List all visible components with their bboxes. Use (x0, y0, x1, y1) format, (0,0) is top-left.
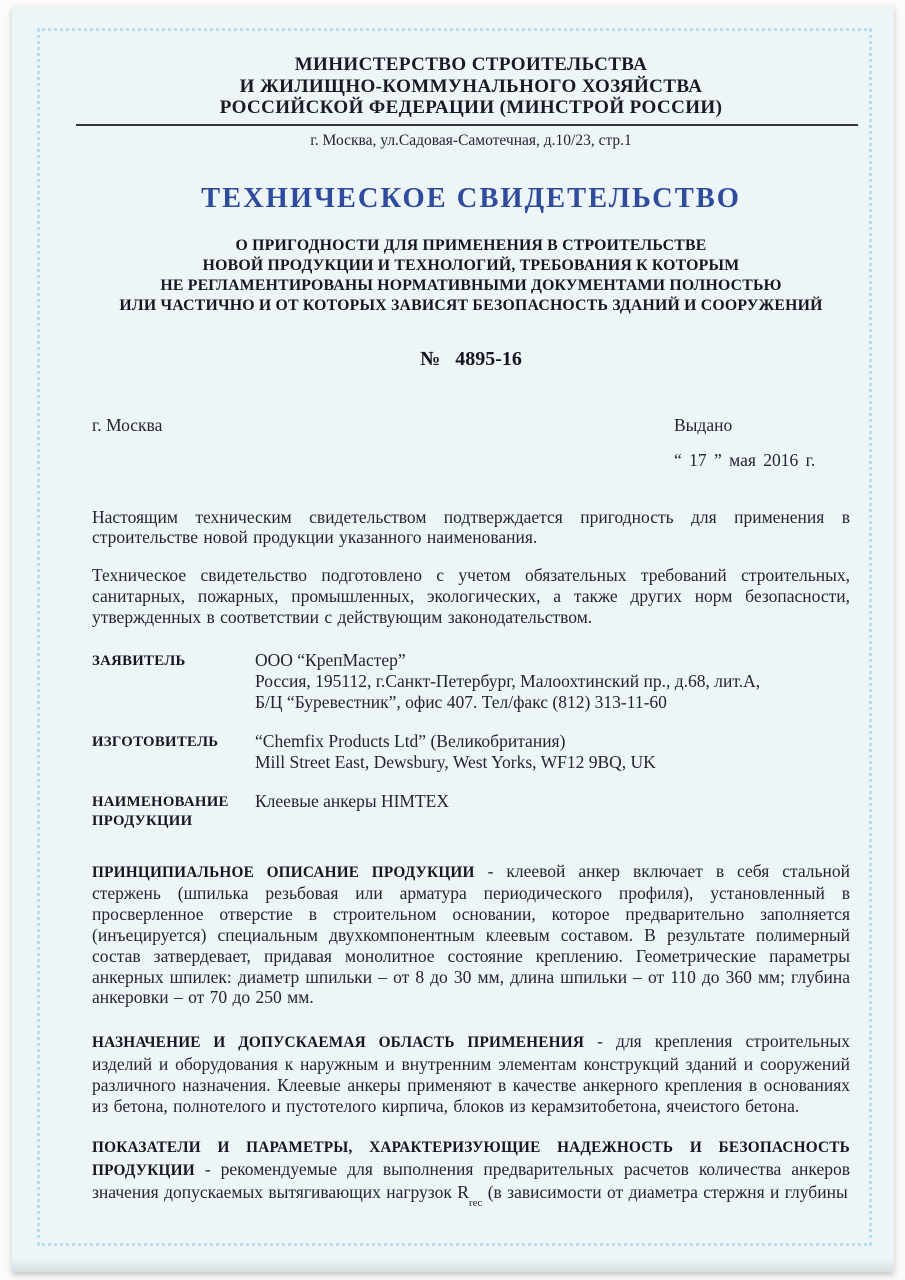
party-line: Клеевые анкеры HIMTEX (255, 790, 449, 811)
party-label: ИЗГОТОВИТЕЛЬ (92, 733, 219, 750)
section-heading: ПОКАЗАТЕЛИ И ПАРАМЕТРЫ, ХАРАКТЕРИЗУЮЩИЕ НАДЕЖНОСТЬ И БЕЗОПАСНОСТЬ ПРОДУКЦИИ (92, 1139, 850, 1180)
page-content (92, 54, 851, 1209)
section-description (92, 861, 850, 1009)
party-line: Mill Street East, Dewsbury, West Yorks, WF12 9BQ, UK (255, 751, 656, 772)
party-row-product-name (92, 791, 850, 831)
section-heading: НАЗНАЧЕНИЕ И ДОПУСКАЕМАЯ ОБЛАСТЬ ПРИМЕНЕНИЯ (92, 1034, 585, 1052)
party-value (255, 791, 850, 831)
party-line: ООО “КрепМастер” (255, 649, 406, 670)
section-application (92, 1031, 850, 1116)
section-separator: - (194, 1159, 221, 1180)
issue-city: г. Москва (92, 414, 163, 435)
subtitle-line: О ПРИГОДНОСТИ ДЛЯ ПРИМЕНЕНИЯ В СТРОИТЕЛЬСТВЕ (235, 236, 707, 254)
subtitle-line: ИЛИ ЧАСТИЧНО И ОТ КОТОРЫХ ЗАВИСЯТ БЕЗОПАСНОСТЬ ЗДАНИЙ И СООРУЖЕНИЙ (119, 297, 823, 315)
section-separator: - (474, 860, 507, 881)
section-heading: ПРИНЦИПИАЛЬНОЕ ОПИСАНИЕ ПРОДУКЦИИ (92, 863, 475, 881)
subtitle-line: НОВОЙ ПРОДУКЦИИ И ТЕХНОЛОГИЙ, ТРЕБОВАНИЯ К КОТОРЫМ (202, 256, 740, 274)
parties-list (92, 650, 850, 831)
party-label: ЗАЯВИТЕЛЬ (92, 652, 186, 669)
certificate-number: № 4895-16 (420, 347, 522, 370)
party-row-applicant (92, 650, 850, 713)
section-body: клеевой анкер включает в себя стальной стержень (шпилька резьбовая или арматура периодического профиля), установленный в просверленное отверстие в строительном основании, которое предварительно заполняется (инъецируется) специальным двухкомпонентным клеевым составом. В результате полимерный состав затвердевает, придавая монолитное состояние креплению. Геометрические параметры анкерных шпилек: диаметр шпильки – от 8 до 30 мм, длина шпильки – от 110 до 360 мм; глубина анкеровки – от 70 до 250 мм. (92, 860, 851, 1008)
party-value (255, 650, 850, 713)
issue-date: “ 17 ” мая 2016 г. (674, 449, 816, 470)
section-body: (в зависимости от диаметра стержня и глубины (482, 1182, 848, 1203)
issued-label: Выдано (674, 414, 733, 435)
certificate-page (12, 6, 894, 1272)
intro-paragraph: Техническое свидетельство подготовлено с учетом обязательных требований строительных, санитарных, пожарных, промышленных, экологических, а также других норм безопасности, утвержденных в соответствии с действующим законодательством. (92, 565, 850, 627)
party-line: Б/Ц “Буревестник”, офис 407. Тел/факс (812) 313-11-60 (255, 691, 667, 712)
ministry-line: РОССИЙСКОЙ ФЕДЕРАЦИИ (МИНСТРОЙ РОССИИ) (219, 97, 723, 118)
issue-row (92, 414, 850, 471)
document-subtitle (92, 236, 850, 317)
section-separator: - (584, 1031, 617, 1052)
party-line: Россия, 195112, г.Санкт-Петербург, Малоохтинский пр., д.68, лит.А, (255, 670, 761, 691)
section-parameters (92, 1136, 850, 1209)
party-row-manufacturer (92, 731, 850, 773)
section-body: для крепления строительных изделий и оборудования к наружным и внутренним элементам конструкций зданий и сооружений различного назначения. Клеевые анкеры применяют в качестве анкерного крепления в основаниях из бетона, полнотелого и пустотелого кирпича, блоков из керамзитобетона, ячеистого бетона. (92, 1031, 851, 1116)
party-label: НАИМЕНОВАНИЕ ПРОДУКЦИИ (92, 793, 229, 829)
ministry-address: г. Москва, ул.Садовая-Самотечная, д.10/23, стр.1 (310, 131, 632, 149)
subtitle-line: НЕ РЕГЛАМЕНТИРОВАНЫ НОРМАТИВНЫМИ ДОКУМЕНТАМИ ПОЛНОСТЬЮ (160, 277, 782, 295)
header-divider (76, 124, 858, 126)
subscript-rec: rec (468, 1196, 483, 1209)
issue-block (674, 414, 850, 471)
intro-paragraph: Настоящим техническим свидетельством подтверждается пригодность для применения в строительстве новой продукции указанного наименования. (92, 506, 850, 548)
party-value (255, 731, 850, 773)
ministry-line: И ЖИЛИЩНО-КОММУНАЛЬНОГО ХОЗЯЙСТВА (239, 75, 703, 97)
party-line: “Chemfix Products Ltd” (Великобритания) (255, 730, 566, 751)
document-title: ТЕХНИЧЕСКОЕ СВИДЕТЕЛЬСТВО (201, 182, 741, 214)
section-body: рекомендуемые для выполнения предварительных расчетов количества анкеров значения допускаемых вытягивающих нагрузок R (92, 1159, 850, 1203)
ministry-line: МИНИСТЕРСТВО СТРОИТЕЛЬСТВА (294, 54, 648, 75)
ministry-name (92, 54, 850, 119)
